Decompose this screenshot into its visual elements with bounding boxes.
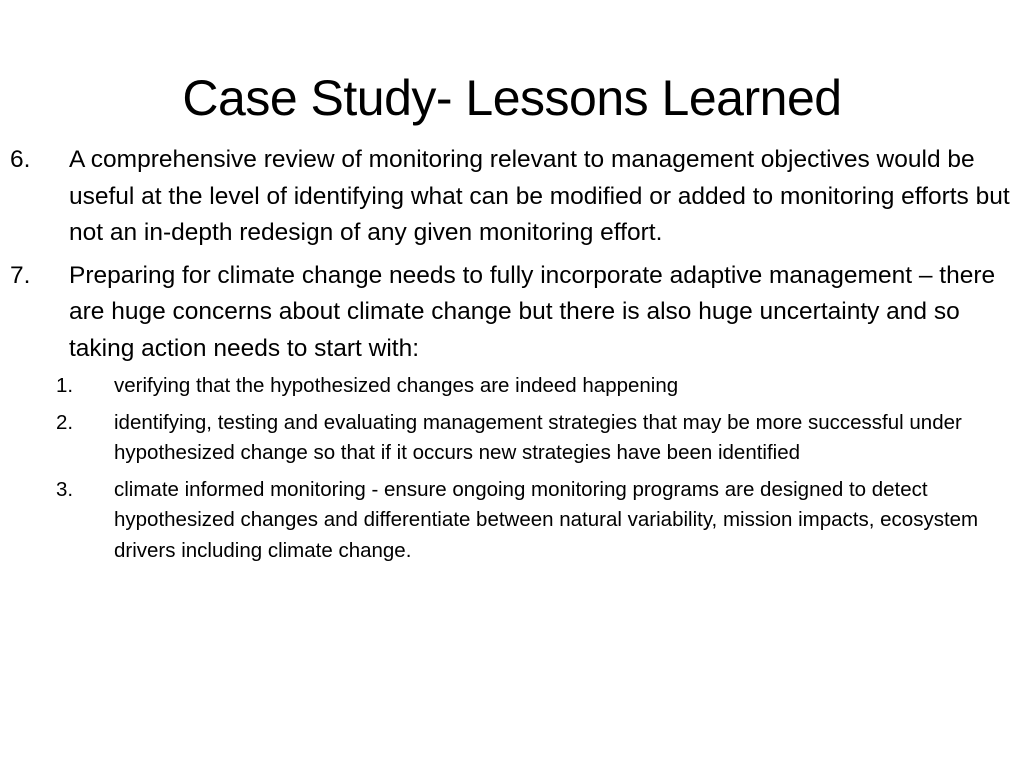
- sublist: [0, 371, 1010, 566]
- list-item-number: 7.: [10, 261, 31, 289]
- list-item-number: 6.: [10, 146, 31, 173]
- sublist-item-text: climate informed monitoring - ensure ongoing monitoring programs are designed to detect hypothesized changes and differentiate between natural variability, mission impacts, ecosystem drivers including climate change.: [114, 477, 979, 562]
- sublist-item-text: verifying that the hypothesized changes are indeed happening: [114, 374, 679, 397]
- sublist-item-3: [0, 475, 1010, 567]
- slide-body: [0, 142, 1010, 572]
- sublist-item-number: 1.: [56, 374, 74, 397]
- sublist-item-number: 2.: [56, 410, 74, 434]
- list-item-6: [0, 142, 1010, 252]
- slide-title: Case Study- Lessons Learned: [182, 70, 842, 126]
- sublist-item-2: [0, 408, 1010, 469]
- list-item-text: Preparing for climate change needs to fully incorporate adaptive management – there are huge concerns about climate change but there is also huge uncertainty and so taking action needs to start with:: [69, 261, 996, 362]
- sublist-item-number: 3.: [56, 477, 74, 501]
- list-item-text: A comprehensive review of monitoring relevant to management objectives would be useful at the level of identifying what can be modified or added to monitoring efforts but not an in-depth redesign of any given monitoring effort.: [69, 146, 1010, 246]
- sublist-item-text: identifying, testing and evaluating management strategies that may be more successful under hypothesized change so that if it occurs new strategies have been identified: [114, 410, 962, 464]
- list-item-7: [0, 258, 1010, 368]
- sublist-item-1: [0, 371, 1010, 402]
